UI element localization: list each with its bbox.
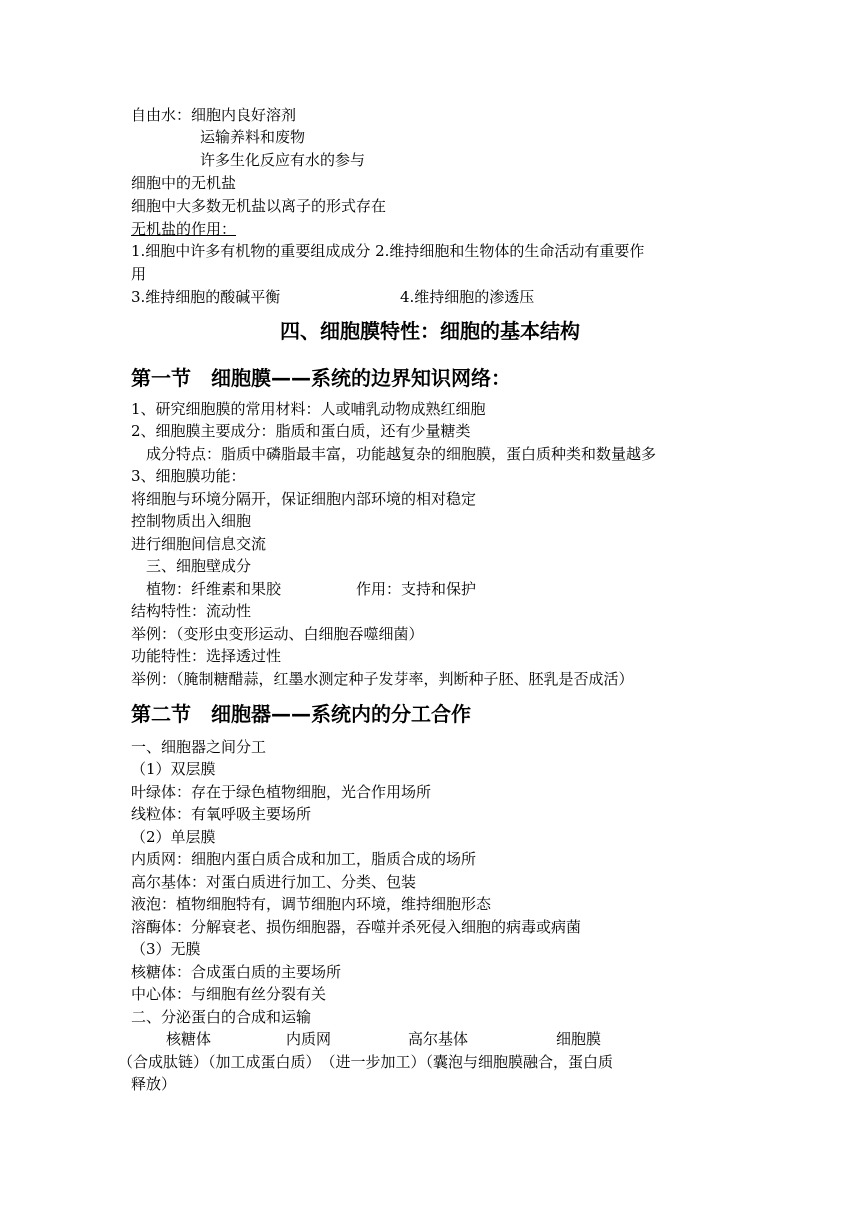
flow-step-golgi: 高尔基体: [408, 1030, 469, 1048]
section2-line: 高尔基体：对蛋白质进行加工、分类、包装: [131, 873, 417, 891]
section1-line: 2、细胞膜主要成分：脂质和蛋白质，还有少量糖类: [131, 422, 471, 440]
salts-role-4: 4.维持细胞的渗透压: [400, 288, 535, 306]
section1-line: 功能特性：选择透过性: [131, 647, 282, 665]
section1-line: 成分特点：脂质中磷脂最丰富，功能越复杂的细胞膜，蛋白质种类和数量越多: [146, 445, 657, 463]
section1-line: 进行细胞间信息交流: [131, 535, 267, 553]
section2-line: （1）双层膜: [131, 760, 216, 778]
section1-line: 将细胞与环境分隔开，保证细胞内部环境的相对稳定: [131, 490, 477, 508]
section2-line: （3）无膜: [131, 940, 201, 958]
section2-line: 溶酶体：分解衰老、损伤细胞器，吞噬并杀死侵入细胞的病毒或病菌: [131, 918, 582, 936]
section2-line: （2）单层膜: [131, 828, 216, 846]
section2-line: 核糖体：合成蛋白质的主要场所: [131, 963, 342, 981]
section2-line: 二、分泌蛋白的合成和运输: [131, 1008, 312, 1026]
section1-line: 举例：（腌制糖醋蒜，红墨水测定种子发芽率，判断种子胚、胚乳是否成活）: [131, 670, 634, 688]
flow-notes: （合成肽链）（加工成蛋白质） （进一步加工）（囊泡与细胞膜融合，蛋白质: [118, 1053, 614, 1071]
free-water-line: 自由水：细胞内良好溶剂: [131, 106, 297, 124]
flow-notes-cont: 释放）: [131, 1075, 177, 1093]
section2-line: 内质网：细胞内蛋白质合成和加工，脂质合成的场所: [131, 850, 477, 868]
flow-step-er: 内质网: [286, 1030, 332, 1048]
section1-line: 举例：（变形虫变形运动、白细胞吞噬细菌）: [131, 625, 424, 643]
salts-form-line: 细胞中大多数无机盐以离子的形式存在: [131, 197, 387, 215]
section1-line: 1、研究细胞膜的常用材料：人或哺乳动物成熟红细胞: [131, 400, 486, 418]
section2-line: 线粒体：有氧呼吸主要场所: [131, 805, 312, 823]
free-water-role-transport: 运输养料和废物: [200, 128, 306, 146]
section1-line: 植物：纤维素和果胶: [146, 580, 282, 598]
section2-line: 液泡：植物细胞特有，调节细胞内环境，维持细胞形态: [131, 895, 492, 913]
section1-line: 控制物质出入细胞: [131, 512, 252, 530]
section2-line: 叶绿体：存在于绿色植物细胞，光合作用场所: [131, 783, 432, 801]
section1-line: 作用：支持和保护: [356, 580, 477, 598]
section1-title: 第一节 细胞膜——系统的边界知识网络：: [131, 366, 511, 390]
section2-line: 一、细胞器之间分工: [131, 738, 267, 756]
section1-line: 三、细胞壁成分: [146, 557, 252, 575]
salts-role-heading: 无机盐的作用：: [131, 220, 237, 238]
section1-line: 结构特性：流动性: [131, 602, 252, 620]
salts-role-3: 3.维持细胞的酸碱平衡: [131, 288, 281, 306]
section2-title: 第二节 细胞器——系统内的分工合作: [131, 702, 471, 726]
section2-line: 中心体：与细胞有丝分裂有关: [131, 985, 327, 1003]
flow-step-membrane: 细胞膜: [556, 1030, 602, 1048]
chapter-title: 四、细胞膜特性：细胞的基本结构: [280, 319, 580, 343]
flow-step-ribosome: 核糖体: [166, 1030, 212, 1048]
section1-line: 3、细胞膜功能：: [131, 467, 246, 485]
salts-role-1-2-cont: 用: [131, 265, 147, 283]
salts-heading: 细胞中的无机盐: [131, 174, 237, 192]
salts-role-1-2: 1.细胞中许多有机物的重要组成成分 2.维持细胞和生物体的生命活动有重要作: [131, 242, 645, 260]
free-water-role-reaction: 许多生化反应有水的参与: [200, 151, 366, 169]
